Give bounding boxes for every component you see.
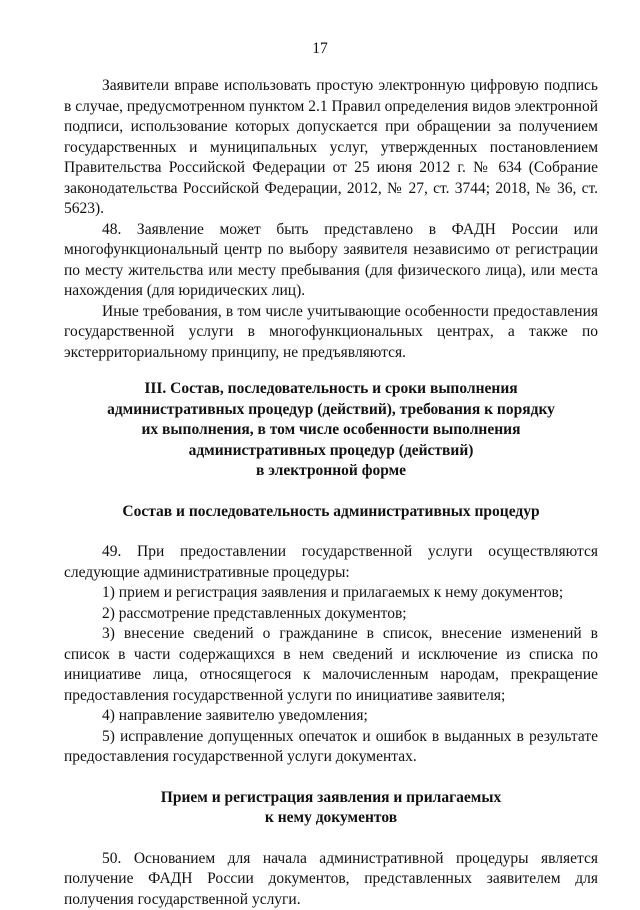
subheading-reception (64, 788, 598, 829)
paragraph-49: 49. При предоставлении государственной услуги осуществляются следующие административные процедуры: (64, 542, 598, 583)
list-item-procedure: 4) направление заявителю уведомления; (64, 706, 598, 727)
spacer (64, 829, 598, 849)
paragraph-signature: Заявители вправе использовать простую электронную цифровую подпись в случае, предусмотренном пунктом 2.1 Правил определения видов электронной подписи, использование которых допускается при обращении за получением государственных и муниципальных услуг, утвержденных постановлением Правительства Российской Федерации от 25 июня 2012 г. № 634 (Собрание законодательства Российской Федерации, 2012, № 27, ст. 3744; 2018, № 36, ст. 5623). (64, 76, 598, 220)
list-item-procedure: 1) прием и регистрация заявления и прилагаемых к нему документов; (64, 583, 598, 604)
section-heading-line: административных процедур (действий) (64, 441, 598, 462)
page-number: 17 (0, 40, 640, 58)
section-heading (64, 379, 598, 482)
section-heading-line: административных процедур (действий), требования к порядку (64, 400, 598, 421)
list-item-procedure: 3) внесение сведений о гражданине в список, внесение изменений в список в части содержащихся в нем сведений и исключение из списка по инициативе лица, относящегося к малочисленным народам, прекращение предоставления государственной услуги по инициативе заявителя; (64, 624, 598, 706)
paragraph-other-requirements: Иные требования, в том числе учитывающие особенности предоставления государственной услуги в многофункциональных центрах, а также по экстерриториальному принципу, не предъявляются. (64, 302, 598, 364)
subheading-line: к нему документов (64, 808, 598, 829)
section-heading-line: их выполнения, в том числе особенности выполнения (64, 420, 598, 441)
page-content (64, 76, 598, 910)
subheading-composition: Состав и последовательность административных процедур (64, 502, 598, 523)
spacer (64, 522, 598, 542)
list-item-procedure: 5) исправление допущенных опечаток и ошибок в выданных в результате предоставления государственной услуги документах. (64, 727, 598, 768)
list-item-procedure: 2) рассмотрение представленных документов; (64, 604, 598, 625)
section-heading-line: в электронной форме (64, 461, 598, 482)
paragraph-48: 48. Заявление может быть представлено в ФАДН России или многофункциональный центр по выбору заявителя независимо от регистрации по месту жительства или месту пребывания (для физического лица), или места нахождения (для юридических лиц). (64, 220, 598, 302)
section-heading-line: III. Состав, последовательность и сроки выполнения (64, 379, 598, 400)
subheading-line: Прием и регистрация заявления и прилагаемых (64, 788, 598, 809)
paragraph-50: 50. Основанием для начала административной процедуры является получение ФАДН России документов, представленных заявителем для получения государственной услуги. (64, 849, 598, 910)
